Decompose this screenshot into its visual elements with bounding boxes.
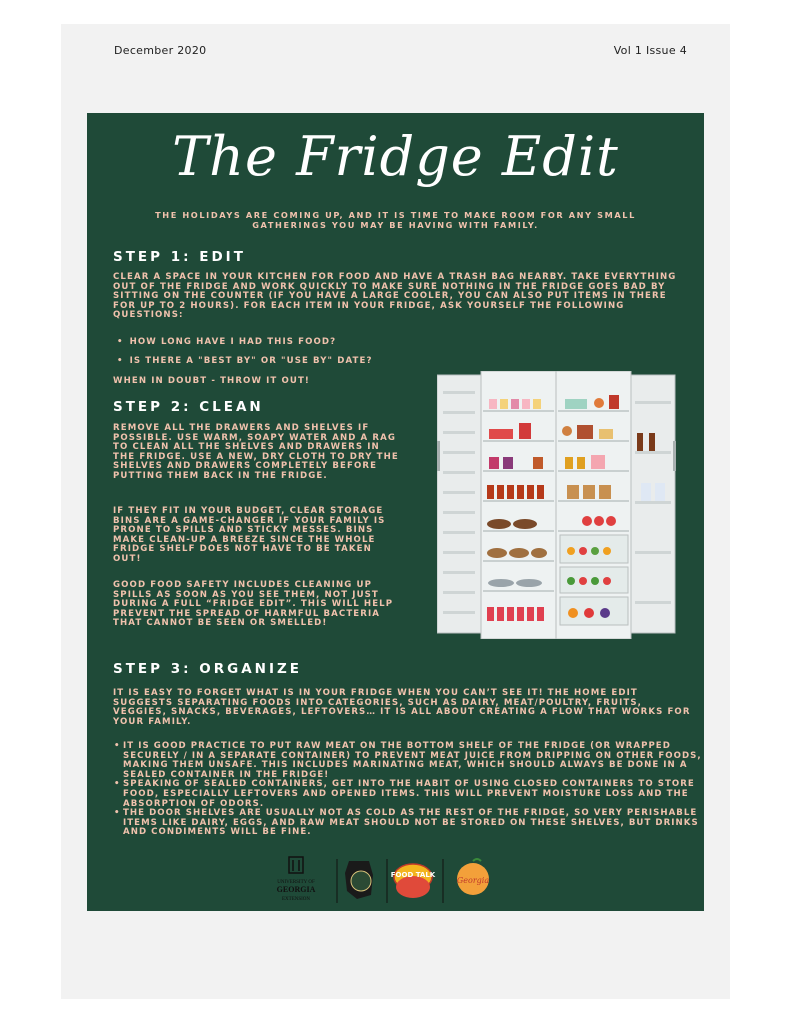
food-talk-label: FOOD TALK [390,871,436,879]
food-talk-logo [391,864,436,898]
step1-heading: STEP 1: EDIT [113,249,246,265]
intro-text: THE HOLIDAYS ARE COMING UP, AND IT IS TIME TO MAKE ROOM FOR ANY SMALL GATHERINGS YOU MAY BE HAVING WITH FAMILY. [155,210,636,230]
newsletter-panel [87,113,704,911]
uga-extension-logo [277,857,316,902]
fridge-illustration [437,371,677,639]
issue-number: Vol 1 Issue 4 [613,44,687,57]
issue-date: December 2020 [114,44,207,57]
step1-closing: WHEN IN DOUBT - THROW IT OUT! [113,376,310,386]
uga-logo-line2: GEORGIA [277,885,316,894]
page-title: The Fridge Edit [172,125,619,188]
step1-question-1: • HOW LONG HAVE I HAD THIS FOOD? [117,337,336,347]
uga-logo-line3: EXTENSION [281,897,311,902]
step3-bullet-list [113,742,703,838]
step2-heading: STEP 2: CLEAN [113,399,264,415]
step2-paragraph-2: IF THEY FIT IN YOUR BUDGET, CLEAR STORAGE BINS ARE A GAME-CHANGER IF YOUR FAMILY IS PRONE TO SPILLS AND STICKY MESSES. BINS MAKE CLEAN-UP A BREEZE SINCE THE WHOLE FRIDGE SHELF DOES NOT HAVE TO BE TAKEN OUT! [113,506,386,564]
georgia-state-seal-logo [345,861,373,899]
step1-body: CLEAR A SPACE IN YOUR KITCHEN FOR FOOD AND HAVE A TRASH BAG NEARBY. TAKE EVERYTHING OUT OF THE FRIDGE AND WORK QUICKLY TO MAKE SURE NOTHING IN THE FRIDGE GOES BAD BY SITTING ON THE COUNTER (IF YOU HAVE A LARGE COOLER, YOU CAN ALSO PUT ITEMS IN THERE FOR UP TO 2 HOURS). FOR EACH ITEM IN YOUR FRIDGE, ASK YOURSELF THE FOLLOWING QUESTIONS: [113,272,677,321]
georgia-script-label: Georgia [456,876,490,885]
step3-heading: STEP 3: ORGANIZE [113,661,302,677]
step1-question-2: • IS THERE A "BEST BY" OR "USE BY" DATE? [117,356,373,366]
georgia-shape-logo [457,859,489,895]
step2-paragraph-1: REMOVE ALL THE DRAWERS AND SHELVES IF POSSIBLE. USE WARM, SOAPY WATER AND A RAG TO CLEAN ALL THE SHELVES AND DRAWERS IN THE FRIDGE. USE A NEW, DRY CLOTH TO DRY THE SHELVES AND DRAWERS COMPLETELY BEFORE PUTTING THEM BACK IN THE FRIDGE. [113,423,399,481]
step3-bullet-3: • THE DOOR SHELVES ARE USUALLY NOT AS COLD AS THE REST OF THE FRIDGE, SO VERY PERISHABLE ITEMS LIKE DAIRY, EGGS, AND RAW MEAT SHOULD NOT BE STORED ON THESE SHELVES, BUT DRINKS AND CONDIMENTS WILL BE FINE. [123,809,703,838]
step3-bullet-2: • SPEAKING OF SEALED CONTAINERS, GET INTO THE HABIT OF USING CLOSED CONTAINERS TO STORE FOOD, ESPECIALLY LEFTOVERS AND OPENED ITEMS. THIS WILL PREVENT MOISTURE LOSS AND THE ABSORPTION OF ODORS. [123,780,703,809]
step3-bullet-1: • IT IS GOOD PRACTICE TO PUT RAW MEAT ON THE BOTTOM SHELF OF THE FRIDGE (OR WRAPPED SECURELY / IN A SEPARATE CONTAINER) TO PREVENT MEAT JUICE FROM DRIPPING ON OTHER FOODS, MAKING THEM UNSAFE. THIS INCLUDES MARINATING MEAT, WHICH SHOULD ALWAYS BE DONE IN A SEALED CONTAINER IN THE FRIDGE! [123,742,703,780]
step3-body: IT IS EASY TO FORGET WHAT IS IN YOUR FRIDGE WHEN YOU CAN’T SEE IT! THE HOME EDIT SUGGESTS SEPARATING FOODS INTO CATEGORIES, SUCH AS DAIRY, MEAT/POULTRY, FRUITS, VEGGIES, SNACKS, BEVERAGES, LEFTOVERS… IT IS ALL ABOUT CREATING A FLOW THAT WORKS FOR YOUR FAMILY. [113,688,691,727]
partner-logos [277,855,527,907]
uga-logo-line1: UNIVERSITY OF [277,880,315,885]
step2-paragraph-3: GOOD FOOD SAFETY INCLUDES CLEANING UP SPILLS AS SOON AS YOU SEE THEM, NOT JUST DURING A FULL “FRIDGE EDIT”. THIS WILL HELP PREVENT THE SPREAD OF HARMFUL BACTERIA THAT CANNOT BE SEEN OR SMELLED! [113,580,394,629]
